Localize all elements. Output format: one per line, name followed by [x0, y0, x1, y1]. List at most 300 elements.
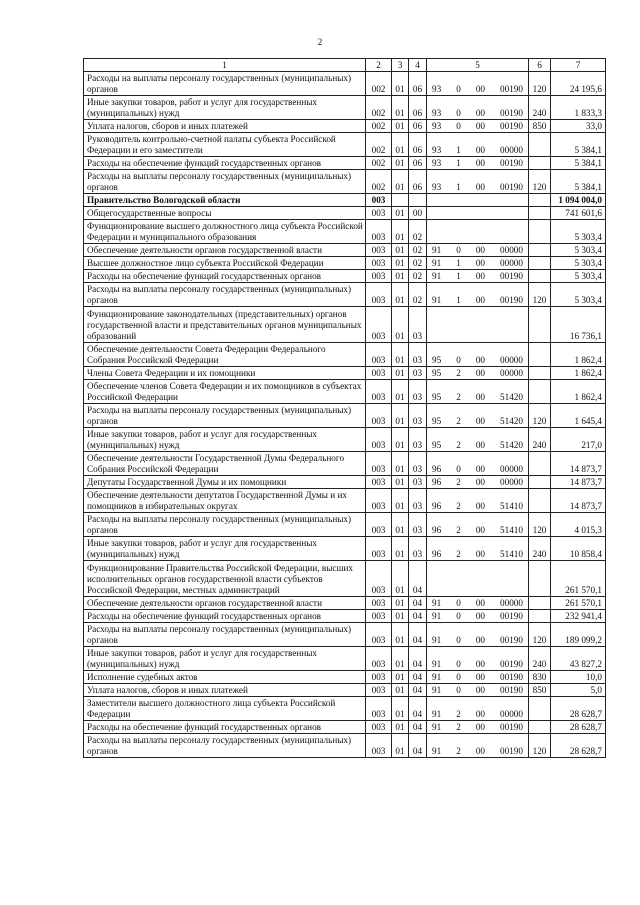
expense-type-cell	[529, 307, 551, 343]
subsection-code-cell: 04	[409, 647, 427, 671]
row-name-cell: Обеспечение деятельности органов государственной власти	[84, 597, 366, 610]
admin-code-cell: 003	[366, 597, 392, 610]
admin-code-cell: 003	[366, 307, 392, 343]
target-code-part: 51420	[500, 392, 523, 402]
target-code-part: 00	[475, 549, 485, 559]
expense-type-cell	[529, 452, 551, 476]
target-code-part: 95	[432, 416, 442, 426]
amount-cell: 5 384,1	[551, 170, 606, 194]
target-code-part: 00	[475, 368, 485, 378]
row-name-cell: Руководитель контрольно-счетной палаты субъекта Российской Федерации и его заместители	[84, 133, 366, 157]
target-code-part: 00190	[500, 271, 523, 281]
table-row	[84, 513, 606, 537]
row-name-cell: Обеспечение членов Совета Федерации и их помощников в субъектах Российской Федерации	[84, 380, 366, 404]
target-code-part: 00	[475, 440, 485, 450]
target-code-part: 1	[456, 145, 461, 155]
amount-cell: 14 873,7	[551, 452, 606, 476]
target-code-group	[429, 416, 526, 427]
page-number: 2	[317, 37, 323, 47]
target-code-part: 93	[432, 108, 442, 118]
section-code-cell: 01	[392, 610, 409, 623]
amount-cell: 4 015,3	[551, 513, 606, 537]
target-code-part: 00	[475, 722, 485, 732]
subsection-code-cell: 04	[409, 610, 427, 623]
target-code-part: 91	[432, 746, 442, 756]
target-code-cell	[427, 734, 529, 758]
expense-type-cell	[529, 489, 551, 513]
target-code-part: 2	[456, 440, 461, 450]
subsection-code-cell: 03	[409, 380, 427, 404]
row-name-cell: Иные закупки товаров, работ и услуг для государственных (муниципальных) нужд	[84, 428, 366, 452]
section-code-cell: 01	[392, 283, 409, 307]
target-code-part: 91	[432, 722, 442, 732]
target-code-part: 91	[432, 635, 442, 645]
expense-type-cell: 240	[529, 428, 551, 452]
target-code-cell	[427, 380, 529, 404]
target-code-part: 00	[475, 84, 485, 94]
table-row	[84, 157, 606, 170]
target-code-group	[429, 501, 526, 512]
row-name-cell: Исполнение судебных актов	[84, 671, 366, 684]
target-code-group	[429, 685, 526, 696]
admin-code-cell: 003	[366, 610, 392, 623]
row-name-cell: Функционирование высшего должностного лица субъекта Российской Федерации и муниципального образования	[84, 220, 366, 244]
subsection-code-cell: 06	[409, 157, 427, 170]
expense-type-cell	[529, 597, 551, 610]
target-code-cell	[427, 72, 529, 96]
amount-cell: 741 601,6	[551, 207, 606, 220]
admin-code-cell: 003	[366, 476, 392, 489]
target-code-part: 00000	[500, 245, 523, 255]
amount-cell: 43 827,2	[551, 647, 606, 671]
target-code-cell	[427, 170, 529, 194]
expense-type-cell	[529, 380, 551, 404]
admin-code-cell: 002	[366, 72, 392, 96]
subsection-code-cell: 03	[409, 343, 427, 367]
target-code-part: 1	[456, 271, 461, 281]
target-code-part: 00	[475, 709, 485, 719]
header-cell-subsection: 4	[409, 59, 427, 72]
subsection-code-cell: 06	[409, 96, 427, 120]
target-code-part: 2	[456, 525, 461, 535]
target-code-part: 93	[432, 158, 442, 168]
target-code-part: 0	[456, 355, 461, 365]
target-code-part: 0	[456, 598, 461, 608]
target-code-part: 00	[475, 672, 485, 682]
expense-type-cell: 830	[529, 671, 551, 684]
amount-cell: 1 862,4	[551, 367, 606, 380]
target-code-part: 00	[475, 477, 485, 487]
admin-code-cell: 002	[366, 170, 392, 194]
table-row	[84, 367, 606, 380]
target-code-part: 00000	[500, 145, 523, 155]
table-row	[84, 428, 606, 452]
subsection-code-cell: 03	[409, 428, 427, 452]
expense-type-cell: 120	[529, 404, 551, 428]
target-code-part: 00190	[500, 108, 523, 118]
section-code-cell: 01	[392, 96, 409, 120]
subsection-code-cell: 00	[409, 207, 427, 220]
target-code-part: 95	[432, 368, 442, 378]
expense-type-cell: 120	[529, 170, 551, 194]
target-code-group	[429, 245, 526, 256]
subsection-code-cell: 04	[409, 561, 427, 597]
target-code-part: 00190	[500, 121, 523, 131]
row-name-cell: Обеспечение деятельности Совета Федерации Федерального Собрания Российской Федерации	[84, 343, 366, 367]
target-code-part: 00	[475, 416, 485, 426]
expense-type-cell	[529, 244, 551, 257]
admin-code-cell: 003	[366, 671, 392, 684]
section-code-cell: 01	[392, 597, 409, 610]
target-code-part: 00190	[500, 295, 523, 305]
amount-cell: 1 645,4	[551, 404, 606, 428]
target-code-part: 2	[456, 722, 461, 732]
admin-code-cell: 002	[366, 120, 392, 133]
target-code-cell	[427, 404, 529, 428]
target-code-group	[429, 611, 526, 622]
target-code-part: 00	[475, 258, 485, 268]
target-code-part: 51420	[500, 440, 523, 450]
target-code-group	[429, 659, 526, 670]
amount-cell: 5 384,1	[551, 157, 606, 170]
target-code-part: 00190	[500, 635, 523, 645]
subsection-code-cell: 03	[409, 404, 427, 428]
target-code-part: 00190	[500, 746, 523, 756]
section-code-cell: 01	[392, 537, 409, 561]
target-code-part: 2	[456, 549, 461, 559]
target-code-part: 91	[432, 611, 442, 621]
admin-code-cell: 003	[366, 734, 392, 758]
target-code-part: 00000	[500, 709, 523, 719]
section-code-cell: 01	[392, 220, 409, 244]
expense-type-cell	[529, 207, 551, 220]
target-code-group	[429, 635, 526, 646]
target-code-part: 0	[456, 635, 461, 645]
target-code-part: 00000	[500, 258, 523, 268]
subsection-code-cell: 04	[409, 721, 427, 734]
target-code-group	[429, 84, 526, 95]
row-name-cell: Члены Совета Федерации и их помощники	[84, 367, 366, 380]
target-code-cell	[427, 623, 529, 647]
target-code-group	[429, 258, 526, 269]
row-name-cell: Расходы на обеспечение функций государственных органов	[84, 721, 366, 734]
admin-code-cell: 003	[366, 561, 392, 597]
table-row	[84, 404, 606, 428]
subsection-code-cell: 02	[409, 257, 427, 270]
target-code-cell	[427, 428, 529, 452]
target-code-part: 00	[475, 501, 485, 511]
row-name-cell: Общегосударственные вопросы	[84, 207, 366, 220]
table-row	[84, 72, 606, 96]
amount-cell: 1 833,3	[551, 96, 606, 120]
target-code-part: 91	[432, 709, 442, 719]
table-row	[84, 380, 606, 404]
expense-type-cell	[529, 561, 551, 597]
expense-type-cell	[529, 610, 551, 623]
section-code-cell: 01	[392, 120, 409, 133]
section-code-cell: 01	[392, 72, 409, 96]
subsection-code-cell: 03	[409, 367, 427, 380]
admin-code-cell: 003	[366, 623, 392, 647]
admin-code-cell: 003	[366, 513, 392, 537]
subsection-code-cell	[409, 194, 427, 207]
amount-cell: 232 941,4	[551, 610, 606, 623]
table-row	[84, 343, 606, 367]
target-code-part: 00190	[500, 158, 523, 168]
target-code-part: 00190	[500, 84, 523, 94]
admin-code-cell: 003	[366, 283, 392, 307]
table-row	[84, 697, 606, 721]
target-code-part: 00	[475, 746, 485, 756]
table-row	[84, 244, 606, 257]
target-code-cell	[427, 133, 529, 157]
target-code-group	[429, 368, 526, 379]
target-code-part: 2	[456, 709, 461, 719]
expense-type-cell: 240	[529, 537, 551, 561]
subsection-code-cell: 04	[409, 671, 427, 684]
section-code-cell: 01	[392, 647, 409, 671]
target-code-group	[429, 672, 526, 683]
table-row	[84, 489, 606, 513]
subsection-code-cell: 03	[409, 513, 427, 537]
table-row	[84, 452, 606, 476]
row-name-cell: Депутаты Государственной Думы и их помощники	[84, 476, 366, 489]
admin-code-cell: 003	[366, 489, 392, 513]
header-cell-name: 1	[84, 59, 366, 72]
target-code-cell	[427, 157, 529, 170]
row-name-cell: Обеспечение деятельности депутатов Государственной Думы и их помощников в избирательных округах	[84, 489, 366, 513]
row-name-cell: Уплата налогов, сборов и иных платежей	[84, 684, 366, 697]
target-code-part: 93	[432, 145, 442, 155]
row-name-cell: Расходы на выплаты персоналу государственных (муниципальных) органов	[84, 72, 366, 96]
header-cell-expense-type: 6	[529, 59, 551, 72]
admin-code-cell: 002	[366, 96, 392, 120]
admin-code-cell: 003	[366, 647, 392, 671]
target-code-part: 1	[456, 295, 461, 305]
table-row	[84, 133, 606, 157]
amount-cell: 1 094 004,0	[551, 194, 606, 207]
row-name-cell: Расходы на обеспечение функций государственных органов	[84, 610, 366, 623]
target-code-part: 00190	[500, 685, 523, 695]
section-code-cell: 01	[392, 157, 409, 170]
target-code-part: 0	[456, 108, 461, 118]
amount-cell: 14 873,7	[551, 489, 606, 513]
target-code-part: 00	[475, 635, 485, 645]
target-code-part: 0	[456, 121, 461, 131]
target-code-part: 00000	[500, 598, 523, 608]
target-code-group	[429, 525, 526, 536]
target-code-group	[429, 108, 526, 119]
header-cell-target: 5	[427, 59, 529, 72]
admin-code-cell: 003	[366, 537, 392, 561]
target-code-part: 0	[456, 672, 461, 682]
expense-type-cell	[529, 133, 551, 157]
target-code-part: 0	[456, 685, 461, 695]
target-code-part: 91	[432, 672, 442, 682]
expense-type-cell	[529, 697, 551, 721]
target-code-cell	[427, 671, 529, 684]
target-code-part: 96	[432, 549, 442, 559]
row-name-cell: Расходы на выплаты персоналу государственных (муниципальных) органов	[84, 283, 366, 307]
target-code-cell	[427, 270, 529, 283]
table-row	[84, 610, 606, 623]
row-name-cell: Функционирование Правительства Российской Федерации, высших исполнительных органов государственной власти субъектов Российской Федерации, местных администраций	[84, 561, 366, 597]
amount-cell: 189 099,2	[551, 623, 606, 647]
target-code-cell	[427, 257, 529, 270]
target-code-part: 00190	[500, 722, 523, 732]
table-row	[84, 623, 606, 647]
row-name-cell: Расходы на обеспечение функций государственных органов	[84, 270, 366, 283]
row-name-cell: Заместители высшего должностного лица субъекта Российской Федерации	[84, 697, 366, 721]
target-code-cell	[427, 343, 529, 367]
admin-code-cell: 002	[366, 133, 392, 157]
section-code-cell: 01	[392, 343, 409, 367]
admin-code-cell: 003	[366, 367, 392, 380]
expense-type-cell	[529, 367, 551, 380]
expense-type-cell: 240	[529, 96, 551, 120]
subsection-code-cell: 04	[409, 623, 427, 647]
admin-code-cell: 003	[366, 721, 392, 734]
target-code-part: 51410	[500, 525, 523, 535]
target-code-part: 00	[475, 295, 485, 305]
target-code-part: 00	[475, 182, 485, 192]
row-name-cell: Обеспечение деятельности органов государственной власти	[84, 244, 366, 257]
target-code-cell	[427, 194, 529, 207]
section-code-cell: 01	[392, 207, 409, 220]
subsection-code-cell: 06	[409, 72, 427, 96]
target-code-part: 91	[432, 295, 442, 305]
table-row	[84, 96, 606, 120]
target-code-part: 96	[432, 477, 442, 487]
header-cell-section: 3	[392, 59, 409, 72]
target-code-part: 0	[456, 245, 461, 255]
section-code-cell: 01	[392, 476, 409, 489]
row-name-cell: Иные закупки товаров, работ и услуг для государственных (муниципальных) нужд	[84, 537, 366, 561]
table-row	[84, 476, 606, 489]
target-code-part: 00	[475, 659, 485, 669]
table-row	[84, 734, 606, 758]
target-code-cell	[427, 489, 529, 513]
header-row	[84, 59, 606, 72]
amount-cell: 5 303,4	[551, 244, 606, 257]
subsection-code-cell: 06	[409, 120, 427, 133]
target-code-part: 95	[432, 355, 442, 365]
table-row	[84, 684, 606, 697]
target-code-part: 00	[475, 245, 485, 255]
amount-cell: 24 195,6	[551, 72, 606, 96]
section-code-cell: 01	[392, 170, 409, 194]
row-name-cell: Правительство Вологодской области	[84, 194, 366, 207]
target-code-part: 1	[456, 158, 461, 168]
row-name-cell: Иные закупки товаров, работ и услуг для государственных (муниципальных) нужд	[84, 96, 366, 120]
subsection-code-cell: 06	[409, 170, 427, 194]
row-name-cell: Расходы на выплаты персоналу государственных (муниципальных) органов	[84, 623, 366, 647]
amount-cell: 217,0	[551, 428, 606, 452]
target-code-cell	[427, 537, 529, 561]
section-code-cell: 01	[392, 721, 409, 734]
target-code-part: 0	[456, 84, 461, 94]
expense-type-cell	[529, 270, 551, 283]
row-name-cell: Уплата налогов, сборов и иных платежей	[84, 120, 366, 133]
target-code-part: 51410	[500, 501, 523, 511]
subsection-code-cell: 04	[409, 684, 427, 697]
target-code-part: 51420	[500, 416, 523, 426]
section-code-cell: 01	[392, 270, 409, 283]
section-code-cell: 01	[392, 133, 409, 157]
admin-code-cell: 003	[366, 207, 392, 220]
target-code-cell	[427, 452, 529, 476]
target-code-part: 91	[432, 258, 442, 268]
table-row	[84, 194, 606, 207]
subsection-code-cell: 03	[409, 307, 427, 343]
target-code-cell	[427, 244, 529, 257]
header-cell-admin: 2	[366, 59, 392, 72]
target-code-part: 93	[432, 84, 442, 94]
expense-type-cell	[529, 157, 551, 170]
section-code-cell: 01	[392, 428, 409, 452]
section-code-cell: 01	[392, 671, 409, 684]
expense-type-cell: 850	[529, 684, 551, 697]
target-code-part: 91	[432, 598, 442, 608]
target-code-part: 00	[475, 355, 485, 365]
target-code-cell	[427, 697, 529, 721]
expense-type-cell: 120	[529, 72, 551, 96]
table-row	[84, 597, 606, 610]
section-code-cell: 01	[392, 452, 409, 476]
target-code-group	[429, 121, 526, 132]
admin-code-cell: 003	[366, 404, 392, 428]
target-code-part: 00	[475, 108, 485, 118]
target-code-cell	[427, 283, 529, 307]
target-code-cell	[427, 96, 529, 120]
target-code-cell	[427, 684, 529, 697]
target-code-part: 0	[456, 659, 461, 669]
row-name-cell: Расходы на выплаты персоналу государственных (муниципальных) органов	[84, 404, 366, 428]
admin-code-cell: 003	[366, 257, 392, 270]
section-code-cell: 01	[392, 380, 409, 404]
amount-cell: 1 862,4	[551, 380, 606, 404]
expense-type-cell: 120	[529, 513, 551, 537]
row-name-cell: Иные закупки товаров, работ и услуг для государственных (муниципальных) нужд	[84, 647, 366, 671]
target-code-group	[429, 145, 526, 156]
target-code-part: 00	[475, 598, 485, 608]
subsection-code-cell: 03	[409, 476, 427, 489]
target-code-part: 2	[456, 746, 461, 756]
section-code-cell: 01	[392, 257, 409, 270]
amount-cell: 16 736,1	[551, 307, 606, 343]
row-name-cell: Расходы на обеспечение функций государственных органов	[84, 157, 366, 170]
target-code-part: 91	[432, 245, 442, 255]
amount-cell: 5 384,1	[551, 133, 606, 157]
target-code-part: 00	[475, 158, 485, 168]
amount-cell: 5,0	[551, 684, 606, 697]
target-code-part: 0	[456, 611, 461, 621]
target-code-cell	[427, 721, 529, 734]
target-code-part: 2	[456, 368, 461, 378]
target-code-cell	[427, 513, 529, 537]
table-row	[84, 283, 606, 307]
expense-type-cell	[529, 721, 551, 734]
section-code-cell: 01	[392, 697, 409, 721]
target-code-cell	[427, 610, 529, 623]
row-name-cell: Расходы на выплаты персоналу государственных (муниципальных) органов	[84, 513, 366, 537]
target-code-cell	[427, 561, 529, 597]
table-row	[84, 220, 606, 244]
budget-table	[83, 58, 606, 758]
table-row	[84, 647, 606, 671]
row-name-cell: Расходы на выплаты персоналу государственных (муниципальных) органов	[84, 734, 366, 758]
target-code-cell	[427, 647, 529, 671]
